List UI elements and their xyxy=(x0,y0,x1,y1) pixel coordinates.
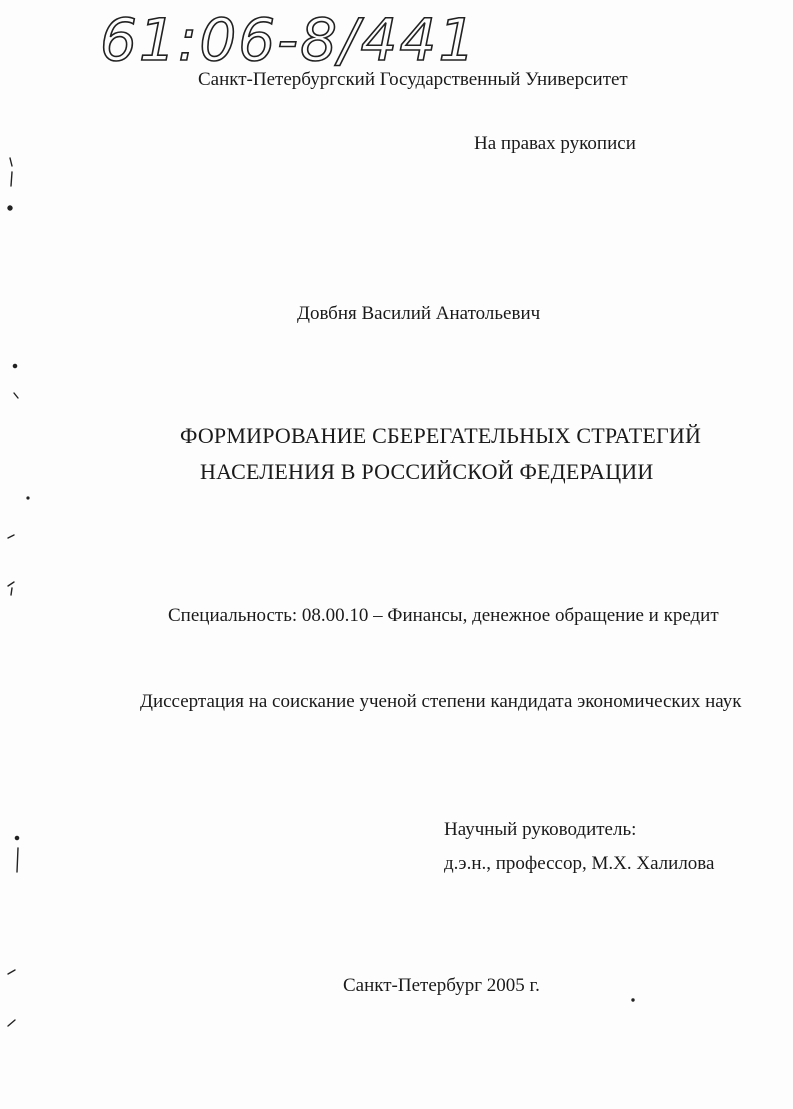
dissertation-degree-line: Диссертация на соискание ученой степени кандидата экономических наук xyxy=(140,691,742,712)
speck xyxy=(14,393,18,398)
supervisor-label: Научный руководитель: xyxy=(444,819,637,840)
speck xyxy=(11,588,12,595)
handwritten-code-text: 61:06-8/441 xyxy=(100,6,478,74)
rights-note: На правах рукописи xyxy=(474,133,636,154)
supervisor-name: д.э.н., профессор, М.Х. Халилова xyxy=(444,853,715,874)
author-name: Довбня Василий Анатольевич xyxy=(297,303,541,324)
university-name: Санкт-Петербургский Государственный Университет xyxy=(198,69,628,90)
speck xyxy=(13,364,16,367)
handwritten-archive-code xyxy=(98,4,478,74)
speck xyxy=(8,970,15,974)
speck xyxy=(8,1020,15,1026)
speck xyxy=(11,172,12,186)
speck xyxy=(8,206,12,210)
specialty-line: Специальность: 08.00.10 – Финансы, денежное обращение и кредит xyxy=(168,605,719,626)
speck xyxy=(15,836,18,839)
speck xyxy=(27,497,29,499)
speck xyxy=(10,158,12,166)
speck xyxy=(8,535,14,538)
speck xyxy=(8,582,14,586)
thesis-title-line-2: НАСЕЛЕНИЯ В РОССИЙСКОЙ ФЕДЕРАЦИИ xyxy=(200,459,654,484)
speck xyxy=(632,999,634,1001)
city-year: Санкт-Петербург 2005 г. xyxy=(343,975,540,996)
thesis-title-line-1: ФОРМИРОВАНИЕ СБЕРЕГАТЕЛЬНЫХ СТРАТЕГИЙ xyxy=(180,423,702,448)
speck xyxy=(17,848,18,872)
handwritten-code-drawing xyxy=(98,4,478,74)
